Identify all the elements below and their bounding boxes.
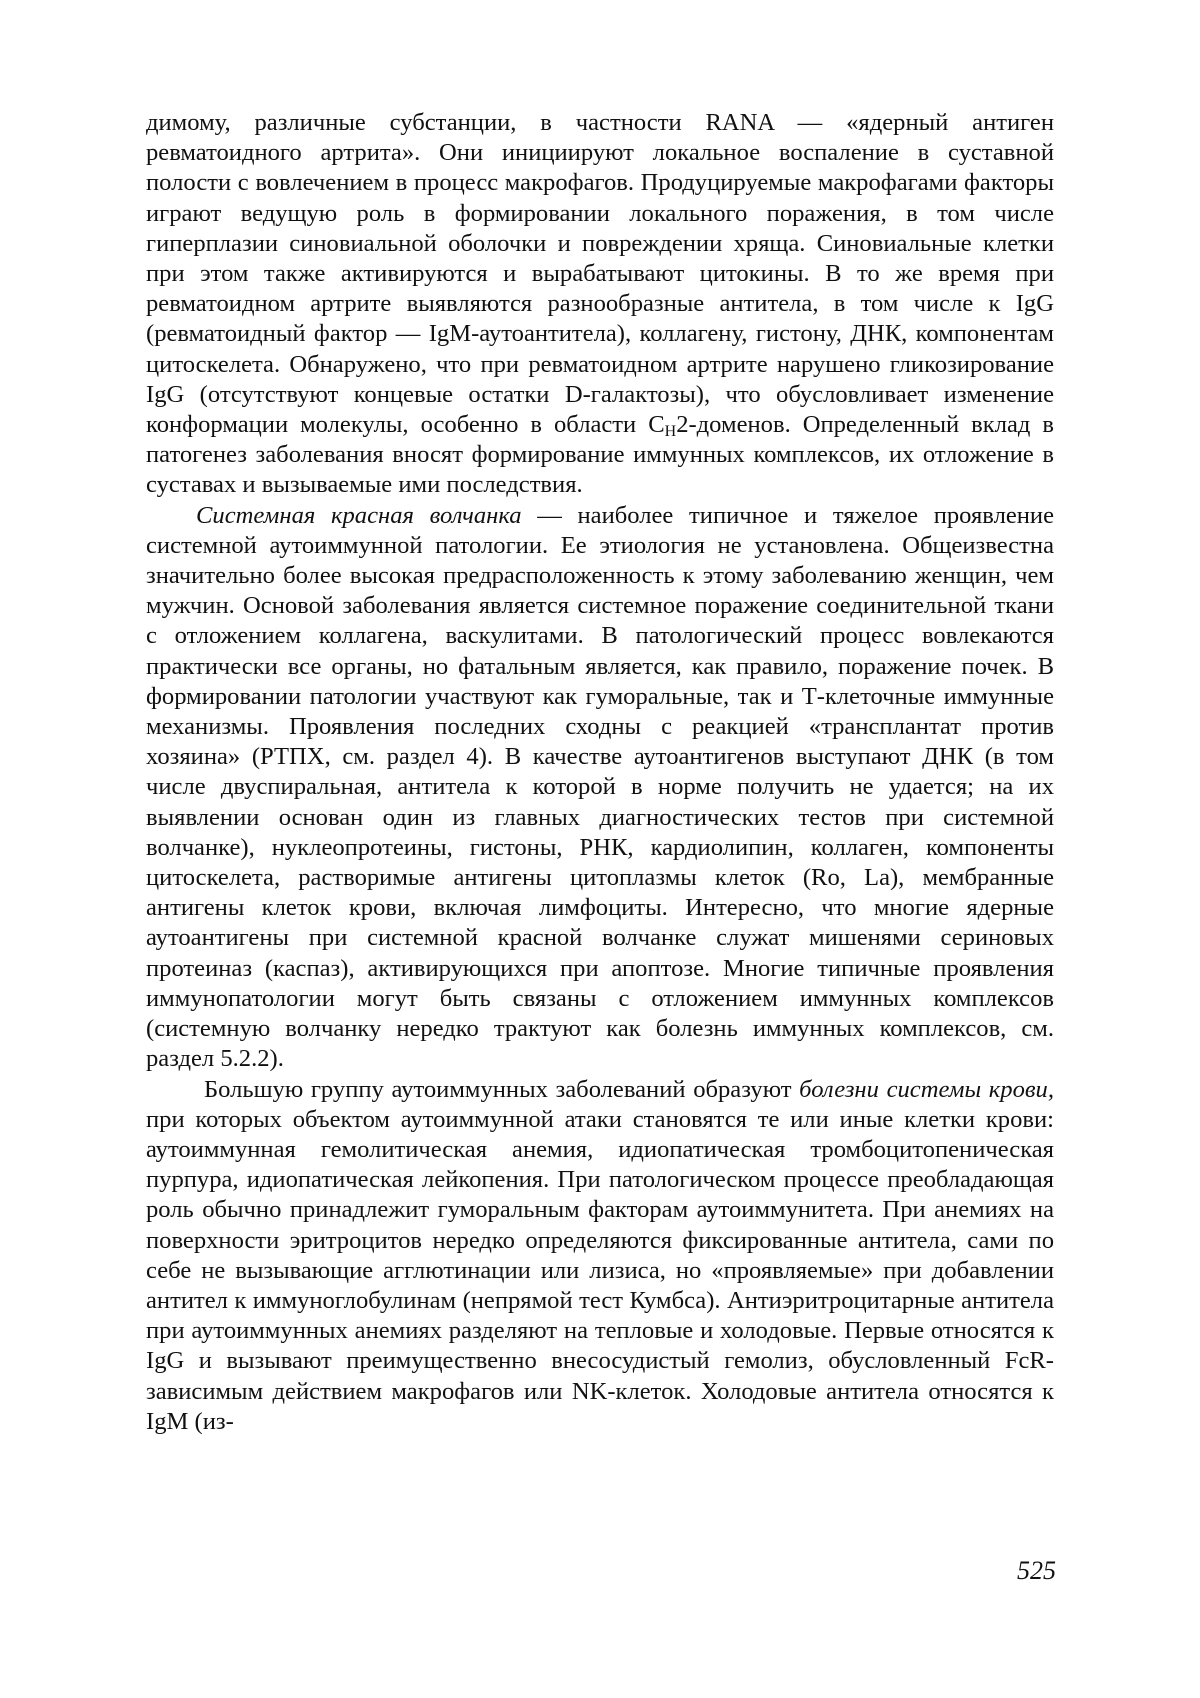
paragraph-rheumatoid-arthritis (146, 108, 1054, 501)
paragraph-blood-diseases (146, 1075, 1054, 1437)
paragraph-2-text: — наиболее типичное и тяжелое проявление системной аутоиммунной патологии. Ее этиология не установлена. Общеизвестна значительно более высокая предрасположенность к этому заболеванию женщин, чем мужчин. Основой заболевания является системное поражение соединительной ткани с отложением коллагена, васкулитами. В патологический процесс вовлекаются практически все органы, но фатальным является, как правило, поражение почек. В формировании патологии участвуют как гуморальные, так и Т-клеточные иммунные механизмы. Проявления последних сходны с реакцией «трансплантат против хозяина» (РТПХ, см. раздел 4). В качестве аутоантигенов выступают ДНК (в том числе двуспиральная, антитела к которой в норме получить не удается; на их выявлении основан один из главных диагностических тестов при системной волчанке), нуклеопротеины, гистоны, РНК, кардиолипин, коллаген, компоненты цитоскелета, растворимые антигены цитоплазмы клеток (Ro, La), мембранные антигены клеток крови, включая лимфоциты. Интересно, что многие ядерные аутоантигены при системной красной волчанке служат мишенями сериновых протеиназ (каспаз), активирующихся при апоптозе. Многие типичные проявления иммунопатологии могут быть связаны с отложением иммунных комплексов (системную волчанку нередко трактуют как болезнь иммунных комплексов, см. раздел 5.2.2). (146, 501, 1055, 1073)
paragraph-3-text: при которых объектом аутоиммунной атаки становятся те или иные клетки крови: аутоиммунная гемолитическая анемия, идиопатическая тромбоцитопеническая пурпура, идиопатическая лейкопения. При патологическом процессе преобладающая роль обычно принадлежит гуморальным факторам аутоиммунитета. При анемиях на поверхности эритроцитов нередко определяются фиксированные антитела, сами по себе не вызывающие агглютинации или лизиса, но «проявляемые» при добавлении антител к иммуноглобулинам (непрямой тест Кумбса). Антиэритроцитарные антитела при аутоиммунных анемиях разделяют на тепловые и холодовые. Первые относятся к IgG и вызывают преимущественно внесосудистый гемолиз, обусловленный FcR-зависимым действием макрофагов или NK-клеток. Холодовые антитела относятся к IgM (из- (146, 1105, 1054, 1435)
page-number: 525 (1017, 1556, 1056, 1585)
term-systemic-lupus: Системная красная волчанка (196, 501, 522, 529)
paragraph-1-text-end: 2-доменов. Определенный вклад в патогенез заболевания вносят формирование иммунных комплексов, их отложение в суставах и вызываемые ими последствия. (146, 411, 1054, 499)
paragraph-1-text: димому, различные субстанции, в частности RANA — «ядерный антиген ревматоидного артрита». Они инициируют локальное воспаление в суставной полости с вовлечением в процесс макрофагов. Продуцируемые макрофагами факторы играют ведущую роль в формировании локального поражения, в том числе гиперплазии синовиальной оболочки и повреждении хряща. Синовиальные клетки при этом также активируются и вырабатывают цитокины. В то же время при ревматоидном артрите выявляются разнообразные антитела, в том числе к IgG (ревматоидный фактор — IgM-аутоантитела), коллагену, гистону, ДНК, компонентам цитоскелета. Обнаружено, что при ревматоидном артрите нарушено гликозирование IgG (отсутствуют концевые остатки D-галактозы), что обусловливает изменение конформации молекулы, особенно в области C (146, 109, 1054, 439)
paragraph-3-text-start: Большую группу аутоиммунных заболеваний образуют (204, 1075, 800, 1103)
body-text (146, 108, 1054, 1437)
paragraph-systemic-lupus (146, 501, 1054, 1075)
subscript-h: H (664, 423, 677, 441)
term-blood-diseases: болезни системы крови, (799, 1075, 1054, 1103)
